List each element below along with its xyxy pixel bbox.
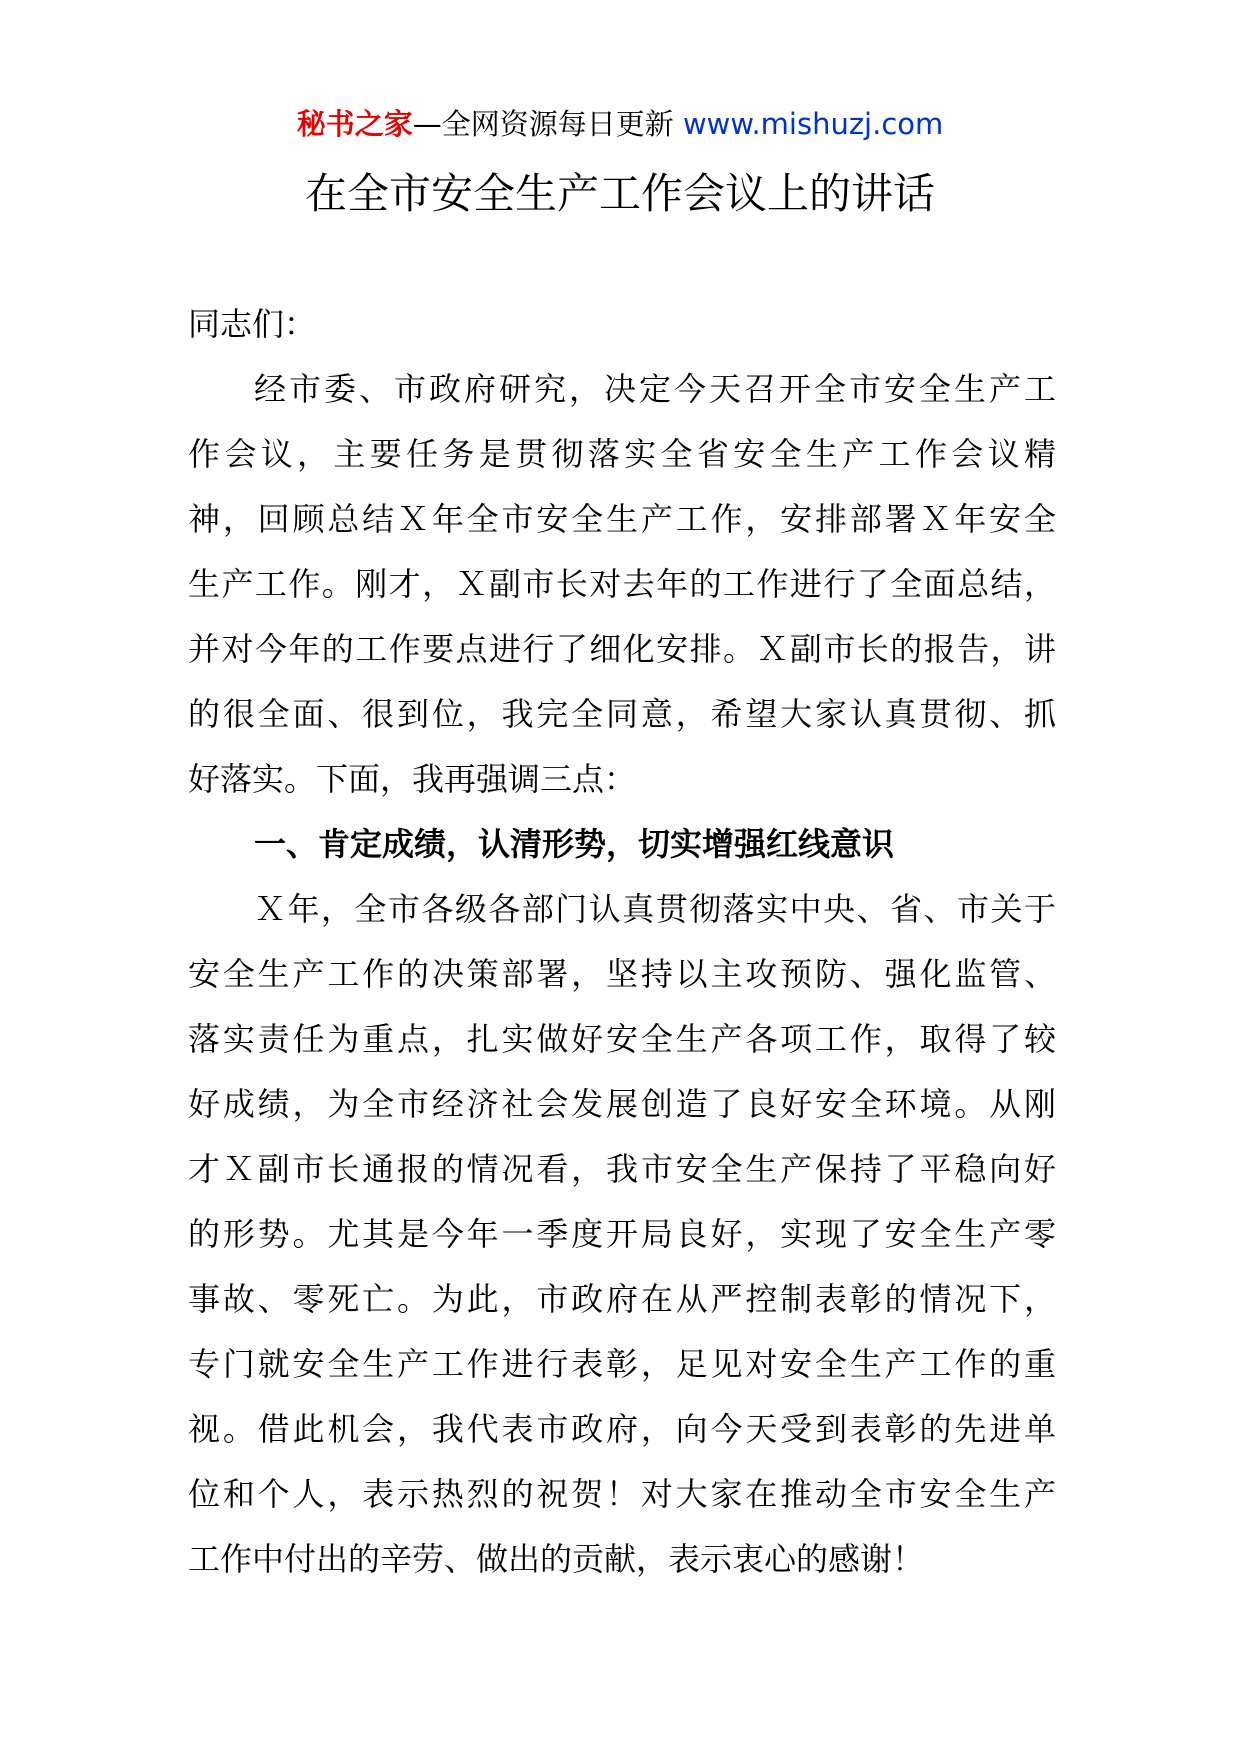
paragraph-line: 专门就安全生产工作进行表彰，足见对安全生产工作的重 <box>188 1345 1056 1383</box>
source-header <box>0 104 1240 144</box>
brand-tagline: —全网资源每日更新 <box>412 107 683 141</box>
paragraph-line: 的很全面、很到位，我完全同意，希望大家认真贯彻、抓 <box>188 695 1056 733</box>
paragraph-line: 作会议，主要任务是贯彻落实全省安全生产工作会议精 <box>188 435 1056 473</box>
site-url-link[interactable]: www.mishuzj.com <box>682 107 944 141</box>
paragraph-line: 视。借此机会，我代表市政府，向今天受到表彰的先进单 <box>188 1410 1056 1448</box>
section-heading: 一、肯定成绩，认清形势，切实增强红线意识 <box>254 825 895 863</box>
brand-name: 秘书之家 <box>296 107 413 141</box>
paragraph-line: 生产工作。刚才，Ｘ副市长对去年的工作进行了全面总结， <box>188 565 1056 603</box>
paragraph-line: 好成绩，为全市经济社会发展创造了良好安全环境。从刚 <box>188 1085 1056 1123</box>
paragraph-line: 才Ｘ副市长通报的情况看，我市安全生产保持了平稳向好 <box>188 1150 1056 1188</box>
paragraph-line: 安全生产工作的决策部署，坚持以主攻预防、强化监管、 <box>188 955 1056 993</box>
paragraph-line: 位和个人，表示热烈的祝贺！对大家在推动全市安全生产 <box>188 1475 1056 1513</box>
paragraph-line: Ｘ年，全市各级各部门认真贯彻落实中央、省、市关于 <box>254 890 1056 928</box>
paragraph-line: 工作中付出的辛劳、做出的贡献，表示衷心的感谢！ <box>188 1540 925 1578</box>
salutation: 同志们： <box>188 305 317 343</box>
document-title: 在全市安全生产工作会议上的讲话 <box>304 169 935 218</box>
paragraph-line: 经市委、市政府研究，决定今天召开全市安全生产工 <box>254 370 1056 408</box>
document-body <box>188 292 1056 1592</box>
paragraph-line: 事故、零死亡。为此，市政府在从严控制表彰的情况下， <box>188 1280 1056 1318</box>
paragraph-line: 好落实。下面，我再强调三点： <box>188 760 637 798</box>
paragraph-line: 的形势。尤其是今年一季度开局良好，实现了安全生产零 <box>188 1215 1056 1253</box>
paragraph-line: 神，回顾总结Ｘ年全市安全生产工作，安排部署Ｘ年安全 <box>188 500 1056 538</box>
paragraph-line: 落实责任为重点，扎实做好安全生产各项工作，取得了较 <box>188 1020 1056 1058</box>
paragraph-line: 并对今年的工作要点进行了细化安排。Ｘ副市长的报告，讲 <box>188 630 1056 668</box>
